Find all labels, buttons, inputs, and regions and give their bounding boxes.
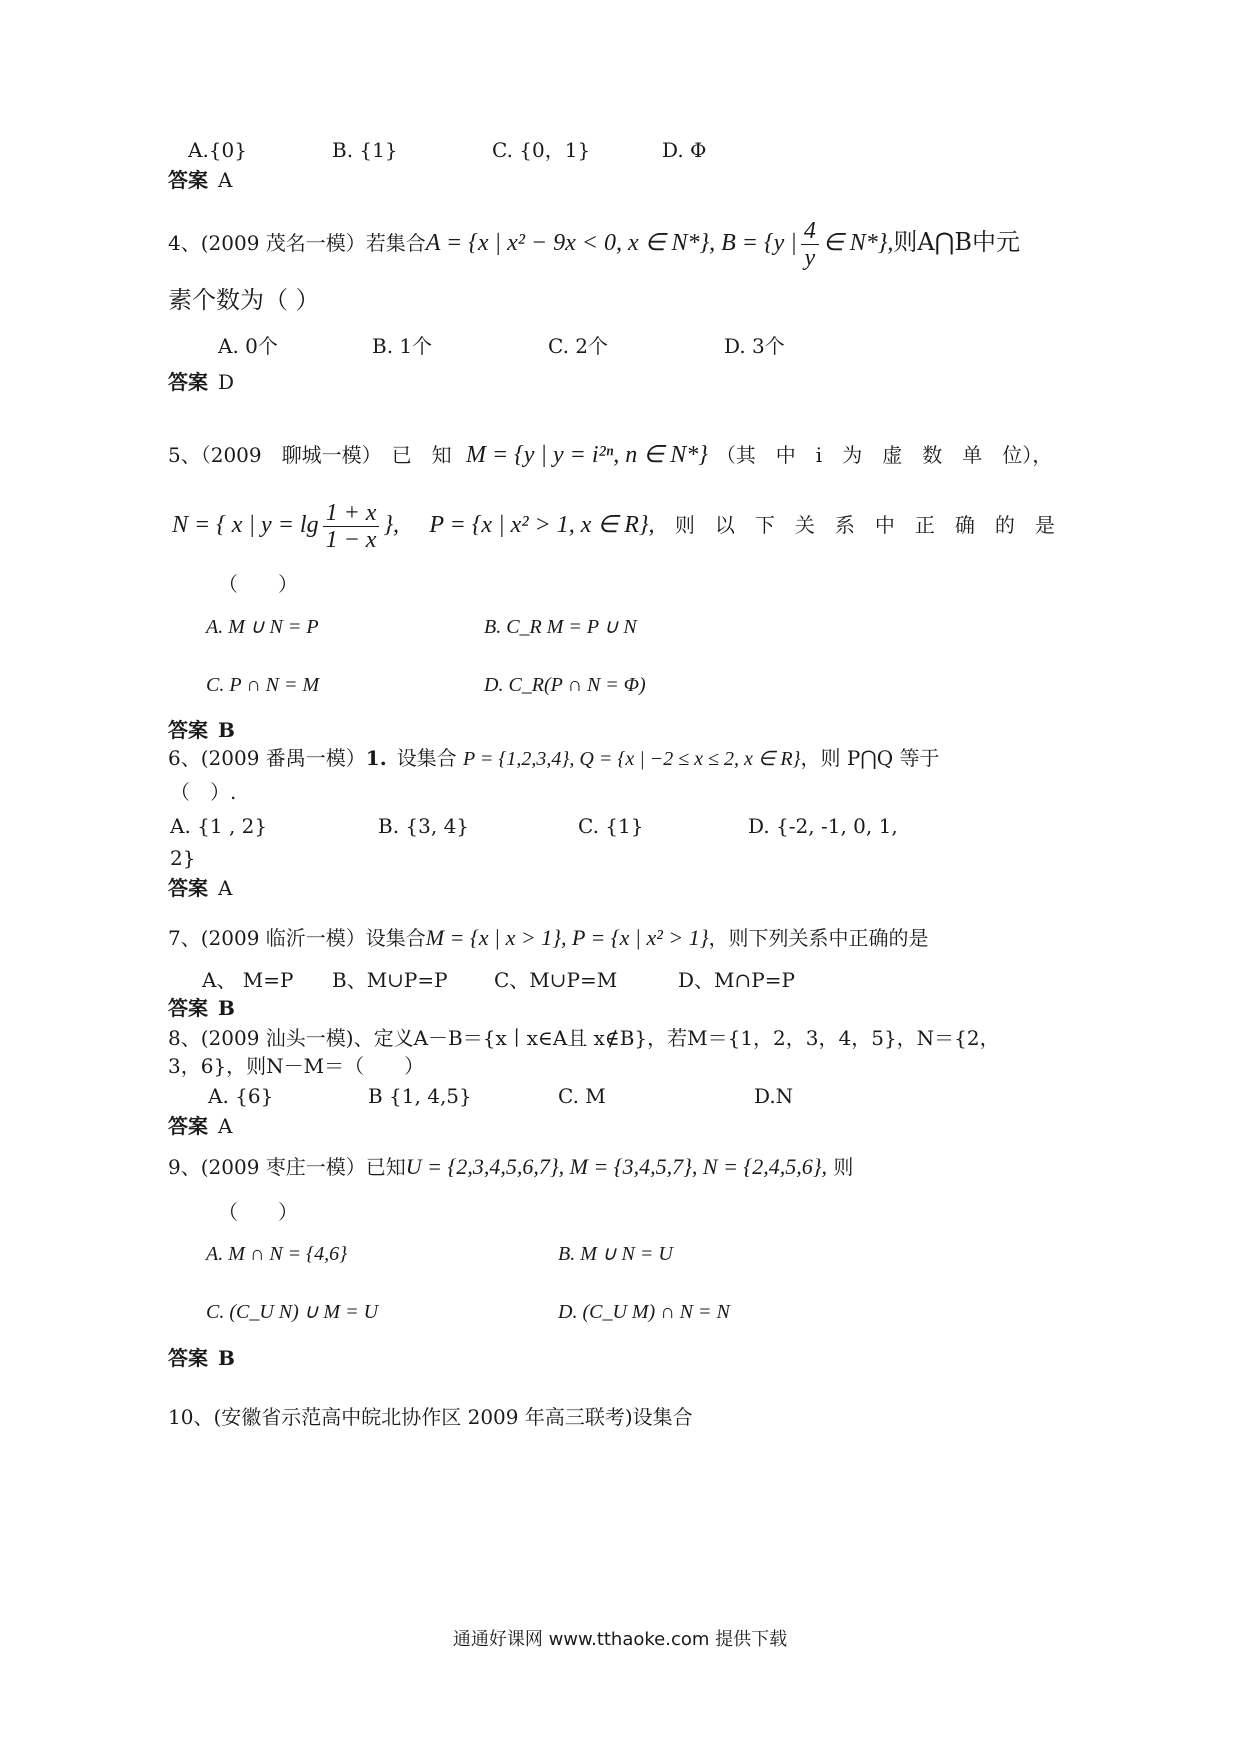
q4-math-a: A = {x | x² − 9x < 0, x ∈ N*}, B = {y | — [425, 230, 797, 256]
q7-option-b: B、M∪P=P — [332, 968, 448, 992]
q5-paren: （ ） — [218, 572, 298, 596]
q5-math-m: M = {y | y = i²ⁿ, n ∈ N*} — [465, 442, 708, 468]
q5-fraction — [323, 500, 380, 553]
fraction-denominator: 1 − x — [325, 527, 377, 553]
q6-bold-num: 1. — [365, 746, 387, 770]
q7-prefix: 7、(2009 临沂一模）设集合 — [168, 926, 426, 950]
fraction-denominator: y — [804, 245, 816, 271]
q9-suffix: 则 — [833, 1155, 854, 1179]
q3-answer — [168, 168, 232, 192]
q3-option-c: C. {0，1} — [492, 138, 591, 162]
q6-stem — [168, 746, 940, 771]
q6-text: 设集合 — [396, 746, 457, 770]
q6-paren: （ ）. — [170, 780, 237, 804]
q5-option-b: B. C_R M = P ∪ N — [484, 616, 637, 638]
q5-stem — [168, 443, 1052, 467]
answer-value: A — [218, 1114, 233, 1138]
q5-math-n-pre: N = { x | y = lg — [172, 512, 319, 538]
q4-answer — [168, 370, 234, 394]
q4-stem — [168, 218, 1020, 271]
q6-math: P = {1,2,3,4}, Q = {x | −2 ≤ x ≤ 2, x ∈ R} — [463, 748, 801, 770]
q9-option-c: C. (C_U N) ∪ M = U — [206, 1301, 379, 1323]
q8-option-a: A. {6} — [208, 1084, 274, 1108]
q7-answer — [168, 996, 235, 1020]
q5-prefix: 5、（2009 聊城一模） 已 知 — [168, 443, 452, 467]
q7-stem — [168, 926, 929, 950]
q5-note: （其 中 i 为 虚 数 单 位）， — [715, 443, 1053, 467]
answer-label: 答案 — [168, 370, 208, 394]
q4-math-b: ∈ N*}, — [822, 230, 894, 256]
answer-value: A — [218, 168, 233, 192]
q4-option-a: A. 0个 — [218, 334, 278, 358]
q4-suffix: 则A⋂B中元 — [893, 228, 1020, 256]
q4-prefix: 4、(2009 茂名一模）若集合 — [168, 231, 426, 255]
q3-option-a: A.{0} — [188, 138, 247, 162]
q6-option-a: A. {1 , 2} — [170, 814, 268, 838]
q4-option-d: D. 3个 — [724, 334, 785, 358]
q4-option-c: C. 2个 — [548, 334, 609, 358]
q5-math-p: P = {x | x² > 1, x ∈ R}, — [429, 512, 655, 538]
q4-stem-line2: 素个数为（ ） — [168, 286, 320, 314]
q3-option-d: D. Φ — [662, 138, 707, 162]
answer-label: 答案 — [168, 168, 208, 192]
q5-option-a: A. M ∪ N = P — [206, 616, 319, 638]
q6-option-b: B. {3, 4} — [378, 814, 470, 838]
q7-option-c: C、M∪P=M — [494, 968, 618, 992]
q7-suffix: ，则下列关系中正确的是 — [708, 926, 929, 950]
q5-option-c: C. P ∩ N = M — [206, 674, 320, 696]
q8-option-c: C. M — [558, 1084, 606, 1108]
q7-option-a: A、 M=P — [202, 968, 294, 992]
q4-fraction — [801, 218, 819, 271]
answer-value: B — [218, 718, 235, 742]
q8-answer — [168, 1114, 232, 1138]
answer-label: 答案 — [168, 996, 208, 1020]
q6-answer — [168, 876, 232, 900]
answer-value: B — [218, 1346, 235, 1370]
q9-answer — [168, 1346, 235, 1370]
answer-value: B — [218, 996, 235, 1020]
fraction-numerator: 4 — [801, 218, 819, 245]
q5-option-d: D. C_R(P ∩ N = Φ) — [484, 674, 646, 696]
q9-prefix: 9、(2009 枣庄一模）已知 — [168, 1155, 406, 1179]
fraction-numerator: 1 + x — [323, 500, 380, 527]
q8-option-b: B {1, 4,5} — [368, 1084, 472, 1108]
q5-stem-line2 — [172, 500, 1055, 553]
q5-suffix: 则 以 下 关 系 中 正 确 的 是 — [674, 513, 1055, 537]
page-footer: 通通好课网 www.tthaoke.com 提供下载 — [452, 1629, 788, 1650]
q9-math: U = {2,3,4,5,6,7}, M = {3,4,5,7}, N = {2,4,5,6}, — [405, 1154, 828, 1179]
q8-stem: 8、(2009 汕头一模)、定义A－B＝{x丨x∈A且 x∉B}，若M＝{1，2，3，4，5}，N＝{2， — [168, 1026, 1000, 1050]
q6-prefix: 6、(2009 番禺一模） — [168, 746, 366, 770]
q6-suffix: ，则 P⋂Q 等于 — [800, 746, 940, 770]
q10-stem: 10、(安徽省示范高中皖北协作区 2009 年高三联考)设集合 — [168, 1405, 693, 1429]
answer-label: 答案 — [168, 1114, 208, 1138]
q8-option-d: D.N — [754, 1084, 794, 1108]
q9-option-a: A. M ∩ N = {4,6} — [206, 1243, 348, 1265]
answer-label: 答案 — [168, 876, 208, 900]
answer-value: A — [218, 876, 233, 900]
answer-label: 答案 — [168, 718, 208, 742]
q5-answer — [168, 718, 235, 742]
q6-option-d: D. {-2, -1, 0, 1, — [748, 814, 898, 838]
q9-option-b: B. M ∪ N = U — [558, 1243, 673, 1265]
q6-option-c: C. {1} — [578, 814, 644, 838]
answer-value: D — [218, 370, 235, 394]
q3-option-b: B. {1} — [332, 138, 398, 162]
q7-math: M = {x | x > 1}, P = {x | x² > 1} — [425, 925, 709, 950]
q6-option-d-wrap: 2} — [170, 846, 196, 870]
answer-label: 答案 — [168, 1346, 208, 1370]
q9-stem — [168, 1155, 853, 1179]
q9-option-d: D. (C_U M) ∩ N = N — [558, 1301, 730, 1323]
q4-option-b: B. 1个 — [372, 334, 433, 358]
q8-stem-line2: 3，6}，则N－M＝（ ） — [168, 1054, 425, 1078]
q9-paren: （ ） — [218, 1200, 298, 1224]
q7-option-d: D、M∩P=P — [678, 968, 795, 992]
q5-math-n-post: }, — [383, 512, 400, 538]
